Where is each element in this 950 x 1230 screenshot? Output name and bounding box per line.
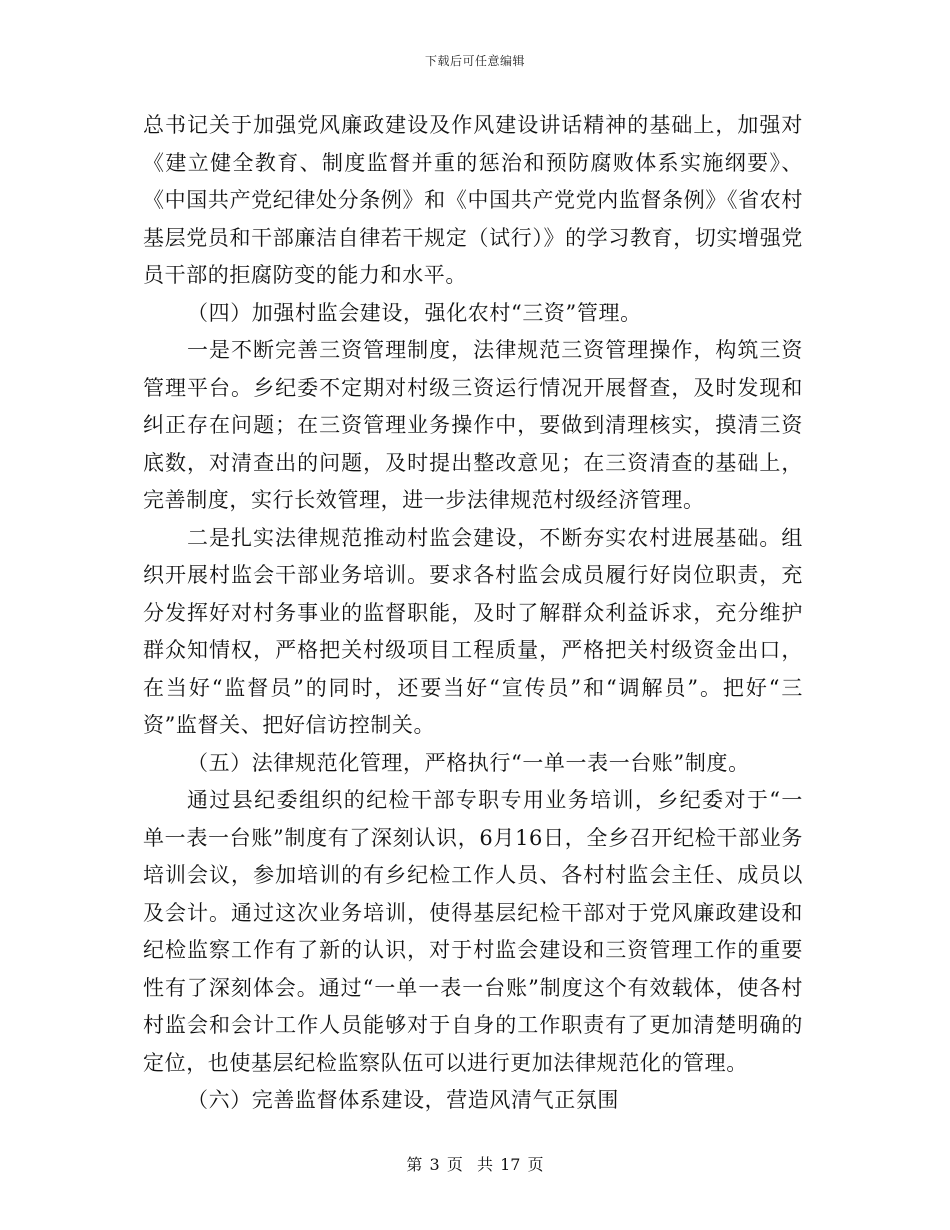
page-footer (0, 1152, 950, 1175)
current-page-number: 3 (429, 1155, 440, 1174)
page-label-prefix: 第 (406, 1155, 423, 1174)
page-label-suffix: 页 (527, 1155, 544, 1174)
document-body (143, 107, 803, 1120)
section-heading-6: （六）完善监督体系建设，营造风清气正氛围 (187, 1088, 619, 1112)
page-label-mid: 页 共 (446, 1155, 493, 1174)
paragraph-6: 通过县纪委组织的纪检干部专职专用业务培训，乡纪委对于“一单一表一台账”制度有了深刻认识，6月16日，全乡召开纪检干部业务培训会议，参加培训的有乡纪检工作人员、各村村监会主任、成员以及会计。通过这次业务培训，使得基层纪检干部对于党风廉政建设和纪检监察工作有了新的认识，对于村监会建设和三资管理工作的重要性有了深刻体会。通过“一单一表一台账”制度这个有效载体，使各村村监会和会计工作人员能够对于自身的工作职责有了更加清楚明确的定位，也使基层纪检监察队伍可以进行更加法律规范化的管理。 (143, 788, 803, 1075)
section-heading-4: （四）加强村监会建设，强化农村“三资”管理。 (187, 300, 642, 325)
page-header: 下载后可任意编辑 (424, 54, 525, 68)
paragraph-4: 二是扎实法律规范推动村监会建设，不断夯实农村进展基础。组织开展村监会干部业务培训。要求各村监会成员履行好岗位职责，充分发挥好对村务事业的监督职能，及时了解群众利益诉求，充分维护群众知情权，严格把关村级项目工程质量，严格把关村级资金出口，在当好“监督员”的同时，还要当好“宣传员”和“调解员”。把好“三资”监督关、把好信访控制关。 (143, 525, 803, 737)
paragraph-3: 一是不断完善三资管理制度，法律规范三资管理操作，构筑三资管理平台。乡纪委不定期对村级三资运行情况开展督查，及时发现和纠正存在问题；在三资管理业务操作中，要做到清理核实，摸清三资底数，对清查出的问题，及时提出整改意见；在三资清查的基础上，完善制度，实行长效管理，进一步法律规范村级经济管理。 (143, 338, 803, 512)
paragraph-1: 总书记关于加强党风廉政建设及作风建设讲话精神的基础上，加强对《建立健全教育、制度监督并重的惩治和预防腐败体系实施纲要》、《中国共产党纪律处分条例》和《中国共产党党内监督条例》《省农村基层党员和干部廉洁自律若干规定（试行）》的学习教育，切实增强党员干部的拒腐防变的能力和水平。 (143, 113, 803, 287)
total-pages-number: 17 (500, 1155, 521, 1174)
section-heading-5: （五）法律规范化管理，严格执行“一单一表一台账”制度。 (187, 750, 750, 775)
